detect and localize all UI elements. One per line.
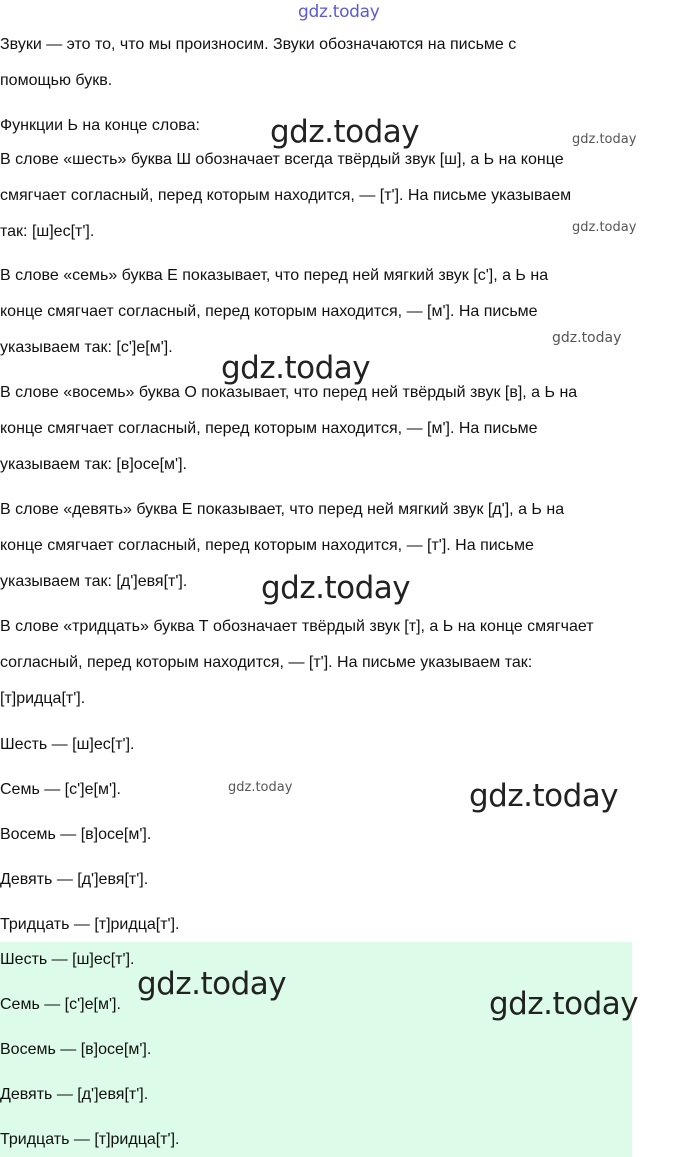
text-line: указываем так: [с']е[м']. [0, 339, 173, 356]
text-line: согласный, перед которым находится, — [т']. На письме указываем так: [0, 654, 533, 671]
explanation-paragraph [0, 492, 680, 600]
text-line: конце смягчает согласный, перед которым находится, — [м']. На письме [0, 303, 538, 320]
text-line: [т]ридца[т']. [0, 690, 86, 707]
text-line: В слове «семь» буква Е показывает, что перед ней мягкий звук [с'], а Ь на [0, 267, 549, 284]
text-line: указываем так: [д']евя[т']. [0, 573, 188, 590]
watermark: gdz.today [552, 330, 622, 346]
text-line: указываем так: [в]осе[м']. [0, 456, 187, 473]
summary-line: Восемь — [в]осе[м']. [0, 826, 152, 843]
watermark: gdz.today [572, 220, 637, 235]
text-line: В слове «восемь» буква О показывает, что перед ней твёрдый звук [в], а Ь на [0, 384, 578, 401]
text-line: конце смягчает согласный, перед которым находится, — [т']. На письме [0, 537, 534, 554]
watermark: gdz.today [261, 570, 411, 606]
answer-line: Девять — [д']евя[т']. [0, 1086, 149, 1103]
text-line: В слове «шесть» буква Ш обозначает всегда твёрдый звук [ш], а Ь на конце [0, 151, 564, 168]
text-line: смягчает согласный, перед которым находится, — [т']. На письме указываем [0, 187, 572, 204]
text-line: В слове «тридцать» буква Т обозначает твёрдый звук [т], а Ь на конце смягчает [0, 618, 594, 635]
answer-line: Семь — [с']е[м']. [0, 996, 121, 1013]
summary-line: Тридцать — [т]ридца[т']. [0, 916, 180, 933]
explanation-paragraph [0, 375, 680, 483]
text-line: В слове «девять» буква Е показывает, что перед ней мягкий звук [д'], а Ь на [0, 501, 565, 518]
watermark: gdz.today [270, 114, 420, 150]
answer-line: Восемь — [в]осе[м']. [0, 1041, 152, 1058]
watermark: gdz.today [469, 778, 619, 814]
answer-line: Тридцать — [т]ридца[т']. [0, 1131, 180, 1148]
watermark: gdz.today [137, 966, 287, 1002]
summary-line: Шесть — [ш]ес[т']. [0, 736, 135, 753]
intro-paragraph [0, 27, 680, 99]
explanation-paragraph [0, 609, 680, 717]
text-line: так: [ш]ес[т']. [0, 223, 95, 240]
watermark: gdz.today [572, 132, 637, 147]
watermark: gdz.today [228, 780, 293, 795]
text-line: помощью букв. [0, 72, 113, 89]
text-line: Звуки — это то, что мы произносим. Звуки обозначаются на письме с [0, 36, 517, 53]
functions-heading: Функции Ь на конце слова: [0, 117, 200, 134]
summary-line: Семь — [с']е[м']. [0, 781, 121, 798]
watermark: gdz.today [489, 986, 639, 1022]
answer-line: Шесть — [ш]ес[т']. [0, 951, 135, 968]
text-line: конце смягчает согласный, перед которым находится, — [м']. На письме [0, 420, 538, 437]
watermark: gdz.today [221, 350, 371, 386]
summary-line: Девять — [д']евя[т']. [0, 871, 149, 888]
site-link[interactable]: gdz.today [298, 2, 380, 22]
explanation-paragraph [0, 142, 680, 250]
explanation-paragraph [0, 258, 680, 366]
